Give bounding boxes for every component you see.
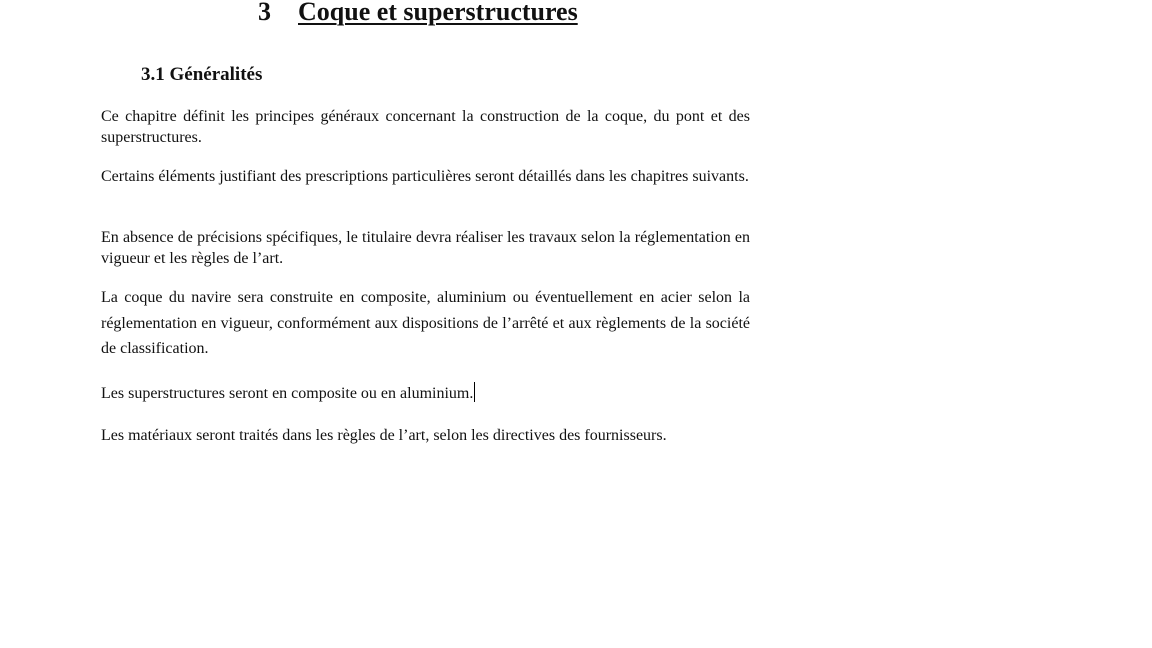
paragraph-regulations[interactable]: En absence de précisions spécifiques, le titulaire devra réaliser les travaux selon la réglementation en vigueur et les règles de l’art.	[101, 229, 750, 267]
paragraph-elements[interactable]: Certains éléments justifiant des prescriptions particulières seront détaillés dans les chapitres suivants.	[101, 168, 749, 185]
chapter-heading	[258, 0, 578, 28]
chapter-title: Coque et superstructures	[298, 0, 578, 26]
paragraph-superstructures-text: Les superstructures seront en composite ou en aluminium.	[101, 385, 474, 402]
paragraph-intro[interactable]: Ce chapitre définit les principes généraux concernant la construction de la coque, du pont et des superstructures.	[101, 108, 750, 146]
paragraph-materials[interactable]: Les matériaux seront traités dans les règles de l’art, selon les directives des fournisseurs.	[101, 427, 667, 444]
paragraph-hull[interactable]: La coque du navire sera construite en composite, aluminium ou éventuellement en acier selon la réglementation en vigueur, conformément aux dispositions de l’arrêté et aux règlements de la société de classification.	[101, 289, 750, 357]
chapter-number: 3	[258, 0, 271, 26]
text-cursor	[474, 382, 475, 402]
paragraph-superstructures[interactable]	[101, 382, 750, 404]
section-heading: 3.1 Généralités	[141, 64, 263, 85]
